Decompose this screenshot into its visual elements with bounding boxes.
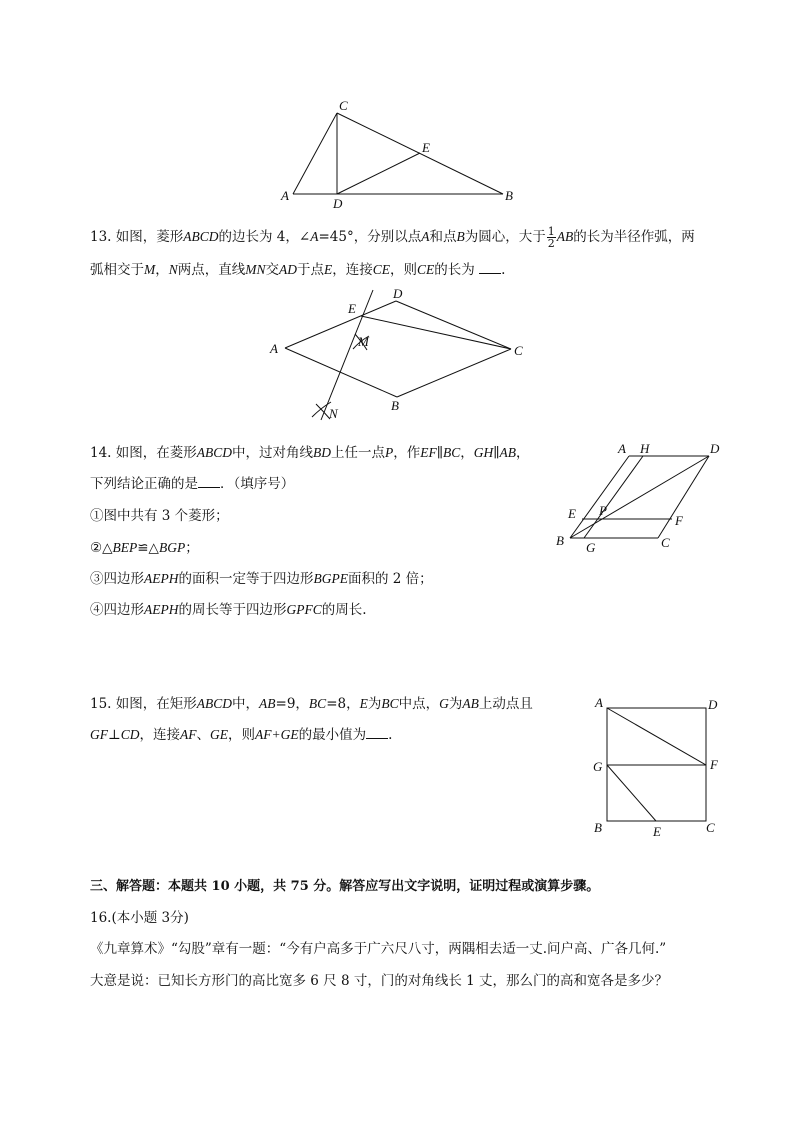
var: MN xyxy=(245,262,266,277)
text: 13. 如图，菱形 xyxy=(90,229,184,245)
var: AB xyxy=(556,229,574,244)
text: 为 xyxy=(448,696,463,712)
label-C: C xyxy=(339,98,348,113)
text: 中点， xyxy=(398,696,440,712)
var: AB xyxy=(259,696,276,711)
label-A: A xyxy=(618,441,626,456)
var: M xyxy=(144,262,156,277)
section-heading xyxy=(90,877,599,897)
label-E: E xyxy=(422,140,430,155)
label-B: B xyxy=(391,398,399,413)
text: 为 xyxy=(367,696,382,712)
text: ③四边形 xyxy=(90,571,144,587)
text: 《九章算术》“勾股”章有一题：“今有户高多于广六尺八寸，两隅相去适一丈.问户高、广各几何.” xyxy=(90,941,667,957)
text: 弧相交于 xyxy=(90,262,144,278)
text: 的周长. xyxy=(321,602,367,618)
var: AF+GE xyxy=(254,727,299,742)
var: BGP xyxy=(158,540,186,555)
var: A xyxy=(421,229,430,244)
var: GPFC xyxy=(286,602,322,617)
label-B: B xyxy=(556,533,564,548)
label-D: D xyxy=(333,196,343,211)
text: ， xyxy=(516,445,530,461)
label-C: C xyxy=(661,535,670,550)
label-C: C xyxy=(514,343,523,358)
text: 两点，直线 xyxy=(177,262,246,278)
text: 面积的 2 倍； xyxy=(348,571,433,587)
label-D: D xyxy=(393,286,403,301)
label-A: A xyxy=(270,341,278,356)
q16-title xyxy=(90,908,189,928)
text: ， xyxy=(460,445,474,461)
label-E: E xyxy=(653,824,661,839)
var: A xyxy=(310,229,319,244)
label-F: F xyxy=(710,757,718,772)
text: ，连接 xyxy=(139,727,180,743)
text: 15. 如图，在矩形 xyxy=(90,696,197,712)
var: BEP xyxy=(112,540,138,555)
text: ②△ xyxy=(90,540,113,556)
text: 的长为 xyxy=(434,262,475,278)
text: 三、解答题：本题共 10 小题，共 75 分。解答应写出文字说明，证明过程或演算步骤。 xyxy=(90,879,600,894)
label-P: P xyxy=(599,503,607,518)
text: 、 xyxy=(196,727,210,743)
text: ⊥ xyxy=(108,727,121,743)
label-A: A xyxy=(281,188,289,203)
text: ，则 xyxy=(390,262,418,278)
label-B: B xyxy=(594,820,602,835)
fraction-denominator: 2 xyxy=(547,237,555,250)
label-G: G xyxy=(586,540,596,555)
text: ， xyxy=(155,262,169,278)
var: CD xyxy=(120,727,140,742)
text: =8， xyxy=(326,696,360,712)
text: . xyxy=(501,262,506,278)
var: AEPH xyxy=(144,571,179,586)
text: 交 xyxy=(265,262,280,278)
var: E xyxy=(324,262,333,277)
label-B: B xyxy=(505,188,513,203)
label-E: E xyxy=(348,301,356,316)
text: 的边长为 4，∠ xyxy=(218,229,311,245)
label-M: M xyxy=(358,334,369,349)
var: GH xyxy=(473,445,494,460)
label-D: D xyxy=(708,697,718,712)
text: ∥ xyxy=(436,445,444,461)
label-N: N xyxy=(329,406,338,421)
text: ，连接 xyxy=(332,262,373,278)
var: B xyxy=(456,229,465,244)
text: ①图中共有 3 个菱形； xyxy=(90,508,229,524)
var: ABCD xyxy=(196,445,233,460)
text: 和点 xyxy=(429,229,457,245)
var: BC xyxy=(381,696,399,711)
var: AEPH xyxy=(144,602,179,617)
text: 中，过对角线 xyxy=(232,445,314,461)
text: . xyxy=(388,727,393,743)
var: BC xyxy=(443,445,461,460)
text: 中， xyxy=(232,696,260,712)
text: ．（填序号） xyxy=(220,476,295,492)
label-A: A xyxy=(595,695,603,710)
text: ④四边形 xyxy=(90,602,144,618)
label-C: C xyxy=(706,820,715,835)
label-D: D xyxy=(710,441,720,456)
var: BC xyxy=(308,696,327,711)
text: ≌△ xyxy=(137,540,159,556)
text: =45°，分别以点 xyxy=(318,229,422,245)
var: N xyxy=(168,262,178,277)
text: 下列结论正确的是 xyxy=(90,476,198,492)
text: 14. 如图，在菱形 xyxy=(90,445,197,461)
text: 大意是说：已知长方形门的高比宽多 6 尺 8 寸，门的对角线长 1 丈，那么门的高和宽各是多少？ xyxy=(90,973,669,989)
var: ABCD xyxy=(196,696,233,711)
text: 的周长等于四边形 xyxy=(178,602,287,618)
text: 的最小值为 xyxy=(298,727,367,743)
var: AB xyxy=(499,445,517,460)
text: 上动点且 xyxy=(478,696,533,712)
text: ； xyxy=(185,540,199,556)
text: =9， xyxy=(275,696,309,712)
var: GF xyxy=(90,727,108,742)
q16-line2 xyxy=(90,971,668,991)
label-E: E xyxy=(568,506,576,521)
text: ，则 xyxy=(227,727,255,743)
var: CE xyxy=(417,262,435,277)
label-F: F xyxy=(675,513,683,528)
var: AB xyxy=(462,696,479,711)
var: ABCD xyxy=(183,229,219,244)
text: ∥ xyxy=(493,445,500,461)
var: GE xyxy=(209,727,228,742)
text: 于点 xyxy=(297,262,325,278)
var: P xyxy=(385,445,394,460)
text: 上任一点 xyxy=(331,445,386,461)
var: G xyxy=(439,696,449,711)
label-H: H xyxy=(640,441,650,456)
var: AF xyxy=(179,727,197,742)
label-G: G xyxy=(593,759,603,774)
text: ，作 xyxy=(393,445,421,461)
text: 的面积一定等于四边形 xyxy=(178,571,314,587)
var: E xyxy=(359,696,368,711)
var: BGPE xyxy=(313,571,348,586)
text: 16.(本小题 3分) xyxy=(90,910,189,926)
var: CE xyxy=(372,262,391,277)
var: BD xyxy=(313,445,332,460)
var: AD xyxy=(279,262,298,277)
text: 的长为半径作弧，两 xyxy=(573,229,695,245)
q16-line1 xyxy=(90,939,666,959)
var: EF xyxy=(420,445,437,460)
fraction-numerator: 1 xyxy=(547,225,555,238)
text: 为圆心，大于 xyxy=(464,229,546,245)
